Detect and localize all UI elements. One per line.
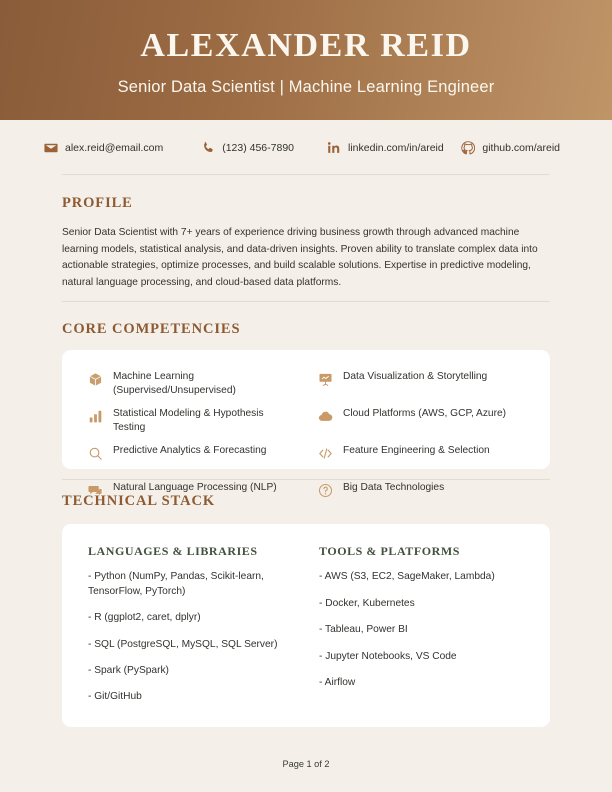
technical-stack-grid bbox=[88, 544, 524, 705]
competency-label: Feature Engineering & Selection bbox=[343, 445, 490, 457]
bar-chart-icon bbox=[88, 409, 103, 424]
github-icon bbox=[461, 141, 475, 155]
stack-list-item: - Git/GitHub bbox=[88, 691, 142, 703]
code-brackets-icon bbox=[318, 446, 333, 461]
presentation-chart-icon bbox=[318, 372, 333, 387]
stack-column-languages bbox=[88, 544, 293, 705]
competency-label: Machine Learning (Supervised/Unsupervised) bbox=[113, 371, 236, 396]
cube-icon bbox=[88, 372, 103, 387]
divider-above-competencies bbox=[62, 301, 550, 302]
competency-label: Statistical Modeling & Hypothesis Testing bbox=[113, 408, 264, 433]
question-circle-icon bbox=[318, 483, 333, 498]
stack-list-item: - Spark (PySpark) bbox=[88, 665, 169, 676]
stack-list-item: - R (ggplot2, caret, dplyr) bbox=[88, 612, 201, 624]
contact-phone[interactable] bbox=[201, 141, 294, 155]
stack-list-item: - Airflow bbox=[319, 677, 356, 688]
section-title-profile: PROFILE bbox=[62, 195, 133, 211]
stack-list-item: - Python (NumPy, Pandas, Scikit-learn, TensorFlow, PyTorch) bbox=[88, 571, 264, 597]
contact-linkedin-text: linkedin.com/in/areid bbox=[348, 141, 444, 154]
stack-column-tools bbox=[319, 544, 524, 705]
competency-item bbox=[318, 370, 524, 407]
competency-item bbox=[88, 370, 294, 407]
magnifier-icon bbox=[88, 446, 103, 461]
stack-list-item: - Tableau, Power BI bbox=[319, 624, 408, 636]
contact-bar bbox=[0, 120, 612, 175]
section-title-stack: TECHNICAL STACK bbox=[62, 493, 216, 510]
divider-above-profile bbox=[62, 174, 550, 175]
stack-list-item: - SQL (PostgreSQL, MySQL, SQL Server) bbox=[88, 638, 278, 650]
stack-column-heading: LANGUAGES & LIBRARIES bbox=[88, 544, 258, 559]
competency-item bbox=[318, 407, 524, 444]
competency-label: Data Visualization & Storytelling bbox=[343, 371, 488, 383]
linkedin-icon bbox=[327, 141, 341, 155]
resume-header bbox=[0, 0, 612, 120]
competency-item bbox=[88, 407, 294, 444]
contact-email[interactable] bbox=[44, 141, 163, 155]
competency-item bbox=[88, 444, 294, 481]
phone-icon bbox=[201, 141, 215, 155]
contact-email-text: alex.reid@email.com bbox=[65, 141, 164, 154]
contact-github[interactable] bbox=[461, 141, 560, 155]
competency-label: Big Data Technologies bbox=[343, 482, 445, 494]
competency-label: Predictive Analytics & Forecasting bbox=[113, 445, 267, 457]
contact-github-text: github.com/areid bbox=[482, 141, 560, 154]
contact-linkedin[interactable] bbox=[327, 141, 444, 155]
page-title: ALEXANDER REID bbox=[140, 27, 472, 65]
email-icon bbox=[44, 141, 58, 155]
header-tagline: Senior Data Scientist | Machine Learning Engineer bbox=[117, 77, 495, 96]
section-title-competencies: CORE COMPETENCIES bbox=[62, 321, 241, 338]
profile-body-text: Senior Data Scientist with 7+ years of experience driving business growth through advanced machine learning models, statistical analysis, and data-driven insights. Proven ability to translate complex data into actionable strategies, optimize processes, and build scalable solutions. Expertise in predictive modeling, natural language processing, and cloud-based data platforms. bbox=[62, 227, 538, 288]
competency-label: Natural Language Processing (NLP) bbox=[113, 482, 277, 494]
resume-body bbox=[0, 174, 612, 727]
contact-phone-text: (123) 456-7890 bbox=[222, 141, 295, 154]
competencies-card bbox=[62, 350, 550, 494]
cloud-icon bbox=[318, 409, 333, 424]
page-footer: Page 1 of 2 bbox=[282, 759, 330, 769]
competency-item bbox=[318, 444, 524, 481]
competency-label: Cloud Platforms (AWS, GCP, Azure) bbox=[343, 408, 507, 420]
stack-column-heading: TOOLS & PLATFORMS bbox=[319, 544, 460, 559]
technical-stack-card bbox=[62, 524, 550, 727]
stack-list-item: - AWS (S3, EC2, SageMaker, Lambda) bbox=[319, 571, 495, 583]
competency-item bbox=[318, 481, 524, 518]
stack-list-item: - Docker, Kubernetes bbox=[319, 597, 415, 609]
stack-list-item: - Jupyter Notebooks, VS Code bbox=[319, 650, 457, 662]
